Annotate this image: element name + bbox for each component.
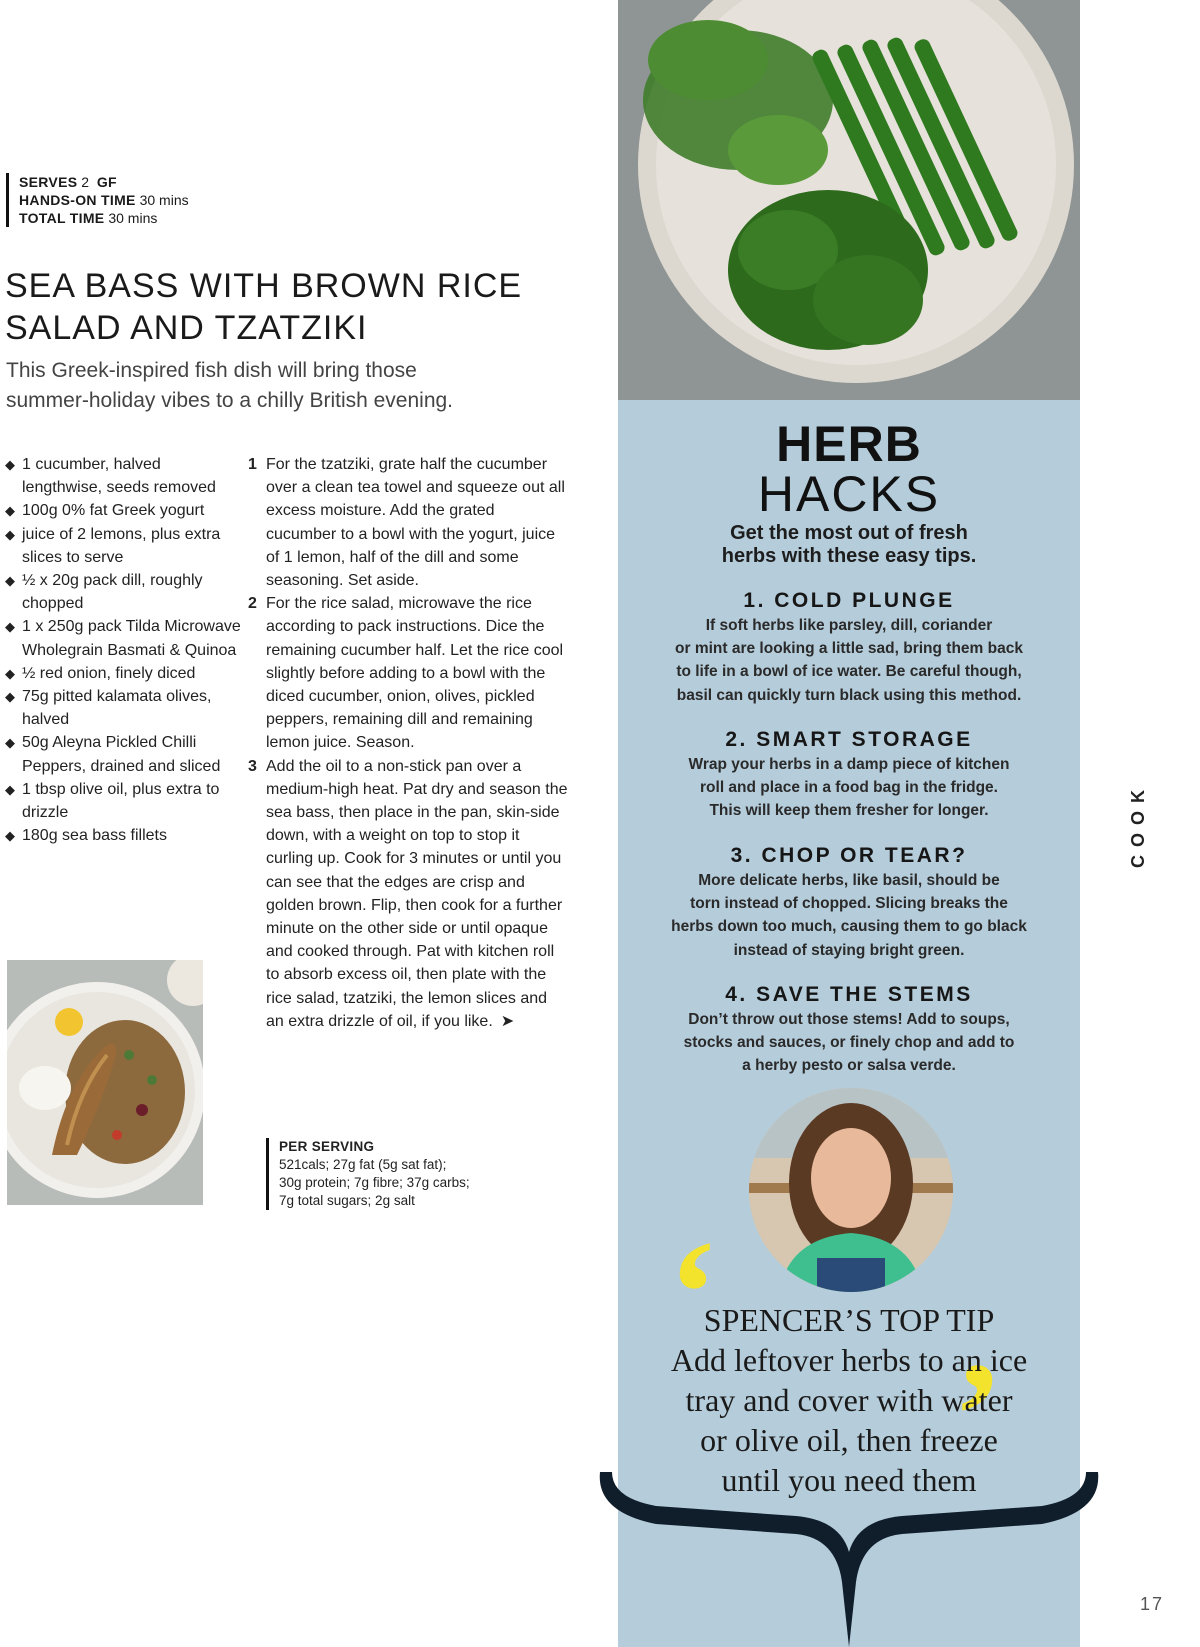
recipe-title <box>5 265 585 349</box>
tip-line: basil can quickly turn black using this method. <box>676 686 1022 704</box>
spencer-portrait <box>749 1088 953 1292</box>
ingredient-item <box>5 615 245 661</box>
step-text: For the rice salad, microwave the rice according to pack instructions. Dice the remaining cucumber half. Let the rice cool slightly before adding to a bowl with the diced cucumber, onion, olives, pickled peppers, remaining dill and remaining lemon juice. Season. <box>266 595 564 752</box>
handson-line <box>19 191 189 209</box>
top-tip-line: tray and cover with water <box>685 1382 1013 1418</box>
ingredient-item <box>5 731 245 777</box>
ingredient-text: 75g pitted kalamata olives, halved <box>22 688 212 729</box>
tip-heading: 4. SAVE THE STEMS <box>725 983 973 1006</box>
step-text: Add the oil to a non-stick pan over a medium-high heat. Pat dry and season the sea bass, then place in the pan, skin-side down, with a weight on top to stop it curling up. Cook for 3 minutes or until you can see that the edges are crisp and golden brown. Flip, then cook for a further minute on the other side or until opaque and cooked through. Pat with kitchen roll to absorb excess oil, then plate with the rice salad, tzatziki, the lemon slices and an extra drizzle of oil, if you like. <box>266 757 568 1030</box>
diamond-bullet-icon: ◆ <box>5 457 15 472</box>
ingredient-item <box>5 662 245 685</box>
total-label: TOTAL TIME <box>19 210 105 226</box>
top-tip-title: SPENCER’S TOP TIP <box>703 1302 995 1338</box>
tip-chop-or-tear <box>638 843 1060 962</box>
ingredient-item <box>5 453 245 499</box>
tip-line: More delicate herbs, like basil, should be <box>698 872 1000 889</box>
ingredient-text: 1 x 250g pack Tilda Microwave Wholegrain Basmati & Quinoa <box>22 618 241 659</box>
recipe-intro <box>6 356 566 416</box>
diamond-bullet-icon: ◆ <box>5 781 15 797</box>
nutrition-line3: 7g total sugars; 2g salt <box>279 1193 415 1208</box>
ingredient-text: ½ x 20g pack dill, roughly chopped <box>22 572 203 613</box>
diamond-bullet-icon: ◆ <box>5 573 15 589</box>
diamond-bullet-icon: ◆ <box>5 665 15 681</box>
ingredient-text: 1 tbsp olive oil, plus extra to drizzle <box>22 780 220 822</box>
gluten-free-badge: GF <box>96 174 117 190</box>
subtitle-line2: herbs with these easy tips. <box>721 545 977 567</box>
total-value: 30 mins <box>108 210 158 226</box>
tip-smart-storage <box>638 727 1060 823</box>
tip-line: to life in a bowl of ice water. Be careful though, <box>676 663 1022 681</box>
step-number: 2 <box>248 595 257 613</box>
page-number: 17 <box>1140 1594 1165 1614</box>
tip-cold-plunge <box>638 588 1060 707</box>
method-step <box>248 453 568 592</box>
handson-label: HANDS-ON TIME <box>19 192 136 208</box>
total-line <box>19 209 189 227</box>
step-text: For the tzatziki, grate half the cucumber over a clean tea towel and squeeze out all excess moisture. Add the grated cucumber to a bowl with the yogurt, juice of 1 lemon, half of the dill and some seasoning. Set aside. <box>266 456 565 590</box>
ingredient-text: 180g sea bass fillets <box>22 827 167 845</box>
ingredient-item <box>5 569 245 615</box>
tip-line: instead of staying bright green. <box>733 941 965 959</box>
subtitle-line1: Get the most out of fresh <box>730 522 968 544</box>
nutrition-info <box>266 1138 569 1210</box>
recipe-title-line1: SEA BASS WITH BROWN RICE <box>5 267 523 305</box>
recipe-meta <box>6 173 189 227</box>
curly-brace-decoration <box>596 1472 1102 1647</box>
continue-arrow-icon: ➤ <box>500 1012 515 1030</box>
intro-line1: This Greek-inspired fish dish will bring those <box>6 359 417 382</box>
ingredient-text: juice of 2 lemons, plus extra slices to serve <box>22 525 221 566</box>
tip-save-the-stems <box>638 982 1060 1078</box>
serves-line <box>19 173 189 191</box>
serves-label: SERVES <box>19 174 78 190</box>
tip-line: torn instead of chopped. Slicing breaks the <box>690 895 1008 913</box>
ingredient-text: 1 cucumber, halved lengthwise, seeds removed <box>22 456 216 497</box>
ingredient-item <box>5 685 245 731</box>
herb-hacks-title-light: HACKS <box>757 466 941 522</box>
ingredient-item <box>5 778 245 824</box>
top-tip-line: until you need them <box>721 1462 977 1498</box>
method-step <box>248 755 568 1033</box>
tip-line: a herby pesto or salsa verde. <box>742 1057 956 1075</box>
handson-value: 30 mins <box>139 192 189 208</box>
tip-line: Wrap your herbs in a damp piece of kitchen <box>688 756 1010 773</box>
section-tab-cook: COOK <box>1128 782 1148 868</box>
diamond-bullet-icon: ◆ <box>5 526 15 542</box>
herb-hacks-panel <box>618 400 1080 1647</box>
tip-body <box>638 614 1060 707</box>
tip-line: If soft herbs like parsley, dill, coriander <box>705 617 993 634</box>
portrait-illustration <box>749 1088 953 1292</box>
open-quote-mark: ‘ <box>668 1210 718 1376</box>
method-list <box>248 453 568 1033</box>
tip-line: herbs down too much, causing them to go black <box>671 918 1027 936</box>
nutrition-heading: PER SERVING <box>279 1139 375 1154</box>
serves-value: 2 <box>81 174 90 190</box>
ingredients-list <box>5 453 245 847</box>
tip-line: or mint are looking a little sad, bring them back <box>675 640 1023 658</box>
ingredient-item <box>5 523 245 569</box>
diamond-bullet-icon: ◆ <box>5 828 15 844</box>
tip-heading: 2. SMART STORAGE <box>725 728 973 751</box>
tip-body <box>638 1008 1060 1078</box>
tip-body <box>638 869 1060 962</box>
herb-photo <box>618 0 1080 400</box>
herb-hacks-title-bold: HERB <box>776 416 922 472</box>
ingredient-text: 100g 0% fat Greek yogurt <box>22 502 205 520</box>
ingredient-text: 50g Aleyna Pickled Chilli Peppers, drained and sliced <box>22 734 221 775</box>
diamond-bullet-icon: ◆ <box>5 689 15 705</box>
ingredient-text: ½ red onion, finely diced <box>22 664 196 682</box>
tip-line: This will keep them fresher for longer. <box>709 802 989 820</box>
diamond-bullet-icon: ◆ <box>5 735 15 751</box>
ingredient-item <box>5 824 245 847</box>
tip-body <box>638 753 1060 823</box>
step-number: 3 <box>248 757 257 775</box>
tip-heading: 3. CHOP OR TEAR? <box>730 844 968 867</box>
dish-photo <box>7 960 203 1205</box>
diamond-bullet-icon: ◆ <box>5 503 15 519</box>
diamond-bullet-icon: ◆ <box>5 619 15 635</box>
tip-heading: 1. COLD PLUNGE <box>743 589 955 612</box>
tip-line: Don’t throw out those stems! Add to soups, <box>688 1011 1010 1028</box>
nutrition-line1: 521cals; 27g fat (5g sat fat); <box>279 1157 447 1172</box>
recipe-title-line2: SALAD AND TZATZIKI <box>5 309 368 347</box>
close-quote-mark: ’ <box>953 1332 1003 1498</box>
dish-illustration <box>7 960 203 1205</box>
top-tip-line: or olive oil, then freeze <box>700 1422 998 1458</box>
method-step <box>248 592 568 754</box>
step-number: 1 <box>248 456 257 473</box>
tip-line: stocks and sauces, or finely chop and add to <box>683 1034 1015 1052</box>
nutrition-line2: 30g protein; 7g fibre; 37g carbs; <box>279 1175 470 1190</box>
herb-plate-illustration <box>618 0 1080 400</box>
top-tip-line: Add leftover herbs to an ice <box>670 1342 1028 1378</box>
tip-line: roll and place in a food bag in the fridge. <box>700 779 998 797</box>
intro-line2: summer-holiday vibes to a chilly British evening. <box>6 389 454 412</box>
ingredient-item <box>5 499 245 522</box>
herb-hacks-subtitle <box>638 522 1060 568</box>
